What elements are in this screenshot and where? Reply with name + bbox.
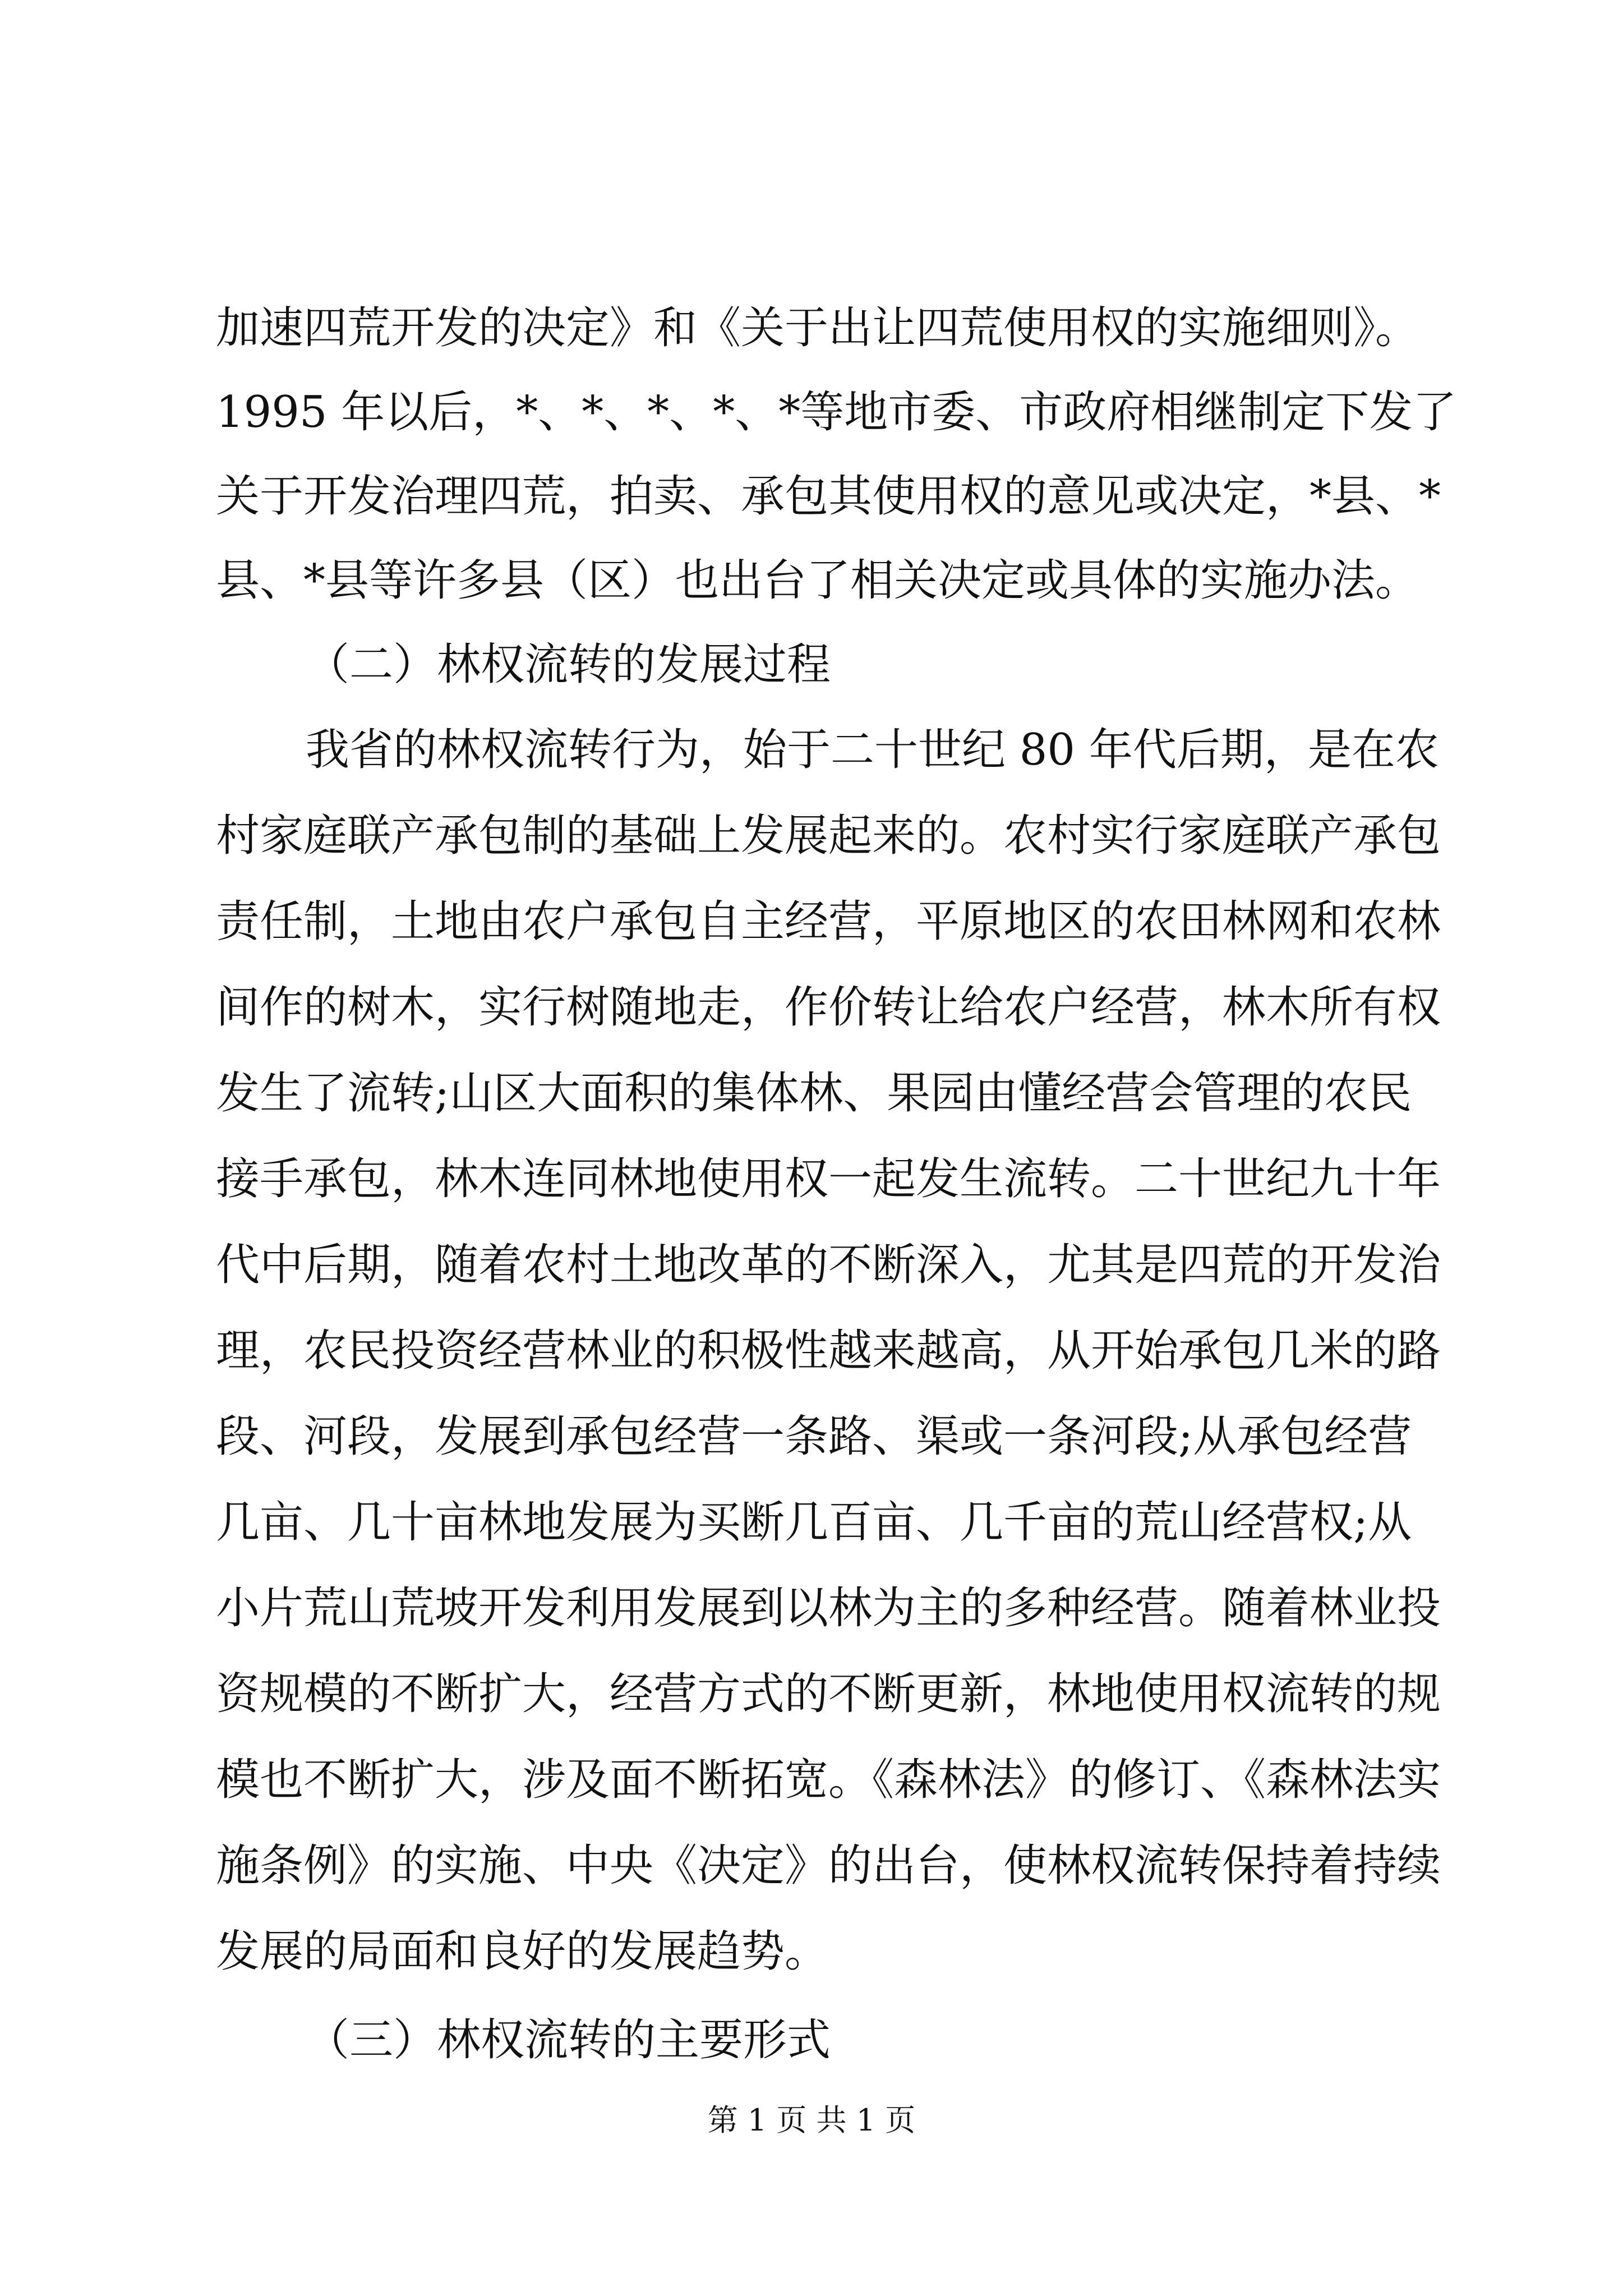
section-heading: （二）林权流转的发展过程 — [306, 639, 831, 690]
paragraph-line: 我省的林权流转行为，始于二十世纪 80 年代后期，是在农 — [306, 725, 1439, 775]
paragraph-line: 理，农民投资经营林业的积极性越来越高，从开始承包几米的路 — [216, 1326, 1441, 1376]
paragraph-line: 模也不断扩大，涉及面不断拓宽。《森林法》的修订、《森林法实 — [216, 1755, 1441, 1805]
paragraph-line: 1995 年以后，*、*、*、*、*等地市委、市政府相继制定下发了 — [216, 387, 1457, 438]
paragraph-line: 责任制，土地由农户承包自主经营，平原地区的农田林网和农林 — [216, 896, 1441, 947]
paragraph-line: 小片荒山荒坡开发利用发展到以林为主的多种经营。随着林业投 — [216, 1583, 1441, 1634]
paragraph-line: 加速四荒开发的决定》和《关于出让四荒使用权的实施细则》。 — [216, 303, 1419, 353]
paragraph-line: 接手承包，林木连同林地使用权一起发生流转。二十世纪九十年 — [216, 1154, 1441, 1204]
paragraph-line: 资规模的不断扩大，经营方式的不断更新，林地使用权流转的规 — [216, 1669, 1441, 1719]
paragraph-line: 关于开发治理四荒，拍卖、承包其使用权的意见或决定，*县、* — [216, 471, 1441, 522]
paragraph-line: 代中后期，随着农村土地改革的不断深入，尤其是四荒的开发治 — [216, 1240, 1441, 1290]
page-footer: 第 1 页 共 1 页 — [707, 2102, 916, 2138]
paragraph-line: 发展的局面和良好的发展趋势。 — [216, 1926, 829, 1977]
paragraph-line: 施条例》的实施、中央《决定》的出台，使林权流转保持着持续 — [216, 1841, 1441, 1891]
section-heading: （三）林权流转的主要形式 — [306, 2015, 831, 2065]
paragraph-line: 间作的树木，实行树随地走，作价转让给农户经营，林木所有权 — [216, 982, 1441, 1033]
paragraph-line: 几亩、几十亩林地发展为买断几百亩、几千亩的荒山经营权;从 — [216, 1497, 1412, 1548]
paragraph-line: 县、*县等许多县（区）也出台了相关决定或具体的实施办法。 — [216, 555, 1419, 606]
paragraph-line: 村家庭联产承包制的基础上发展起来的。农村实行家庭联产承包 — [216, 811, 1441, 861]
paragraph-line: 段、河段，发展到承包经营一条路、渠或一条河段;从承包经营 — [216, 1411, 1412, 1462]
paragraph-line: 发生了流转;山区大面积的集体林、果园由懂经营会管理的农民 — [216, 1068, 1412, 1119]
